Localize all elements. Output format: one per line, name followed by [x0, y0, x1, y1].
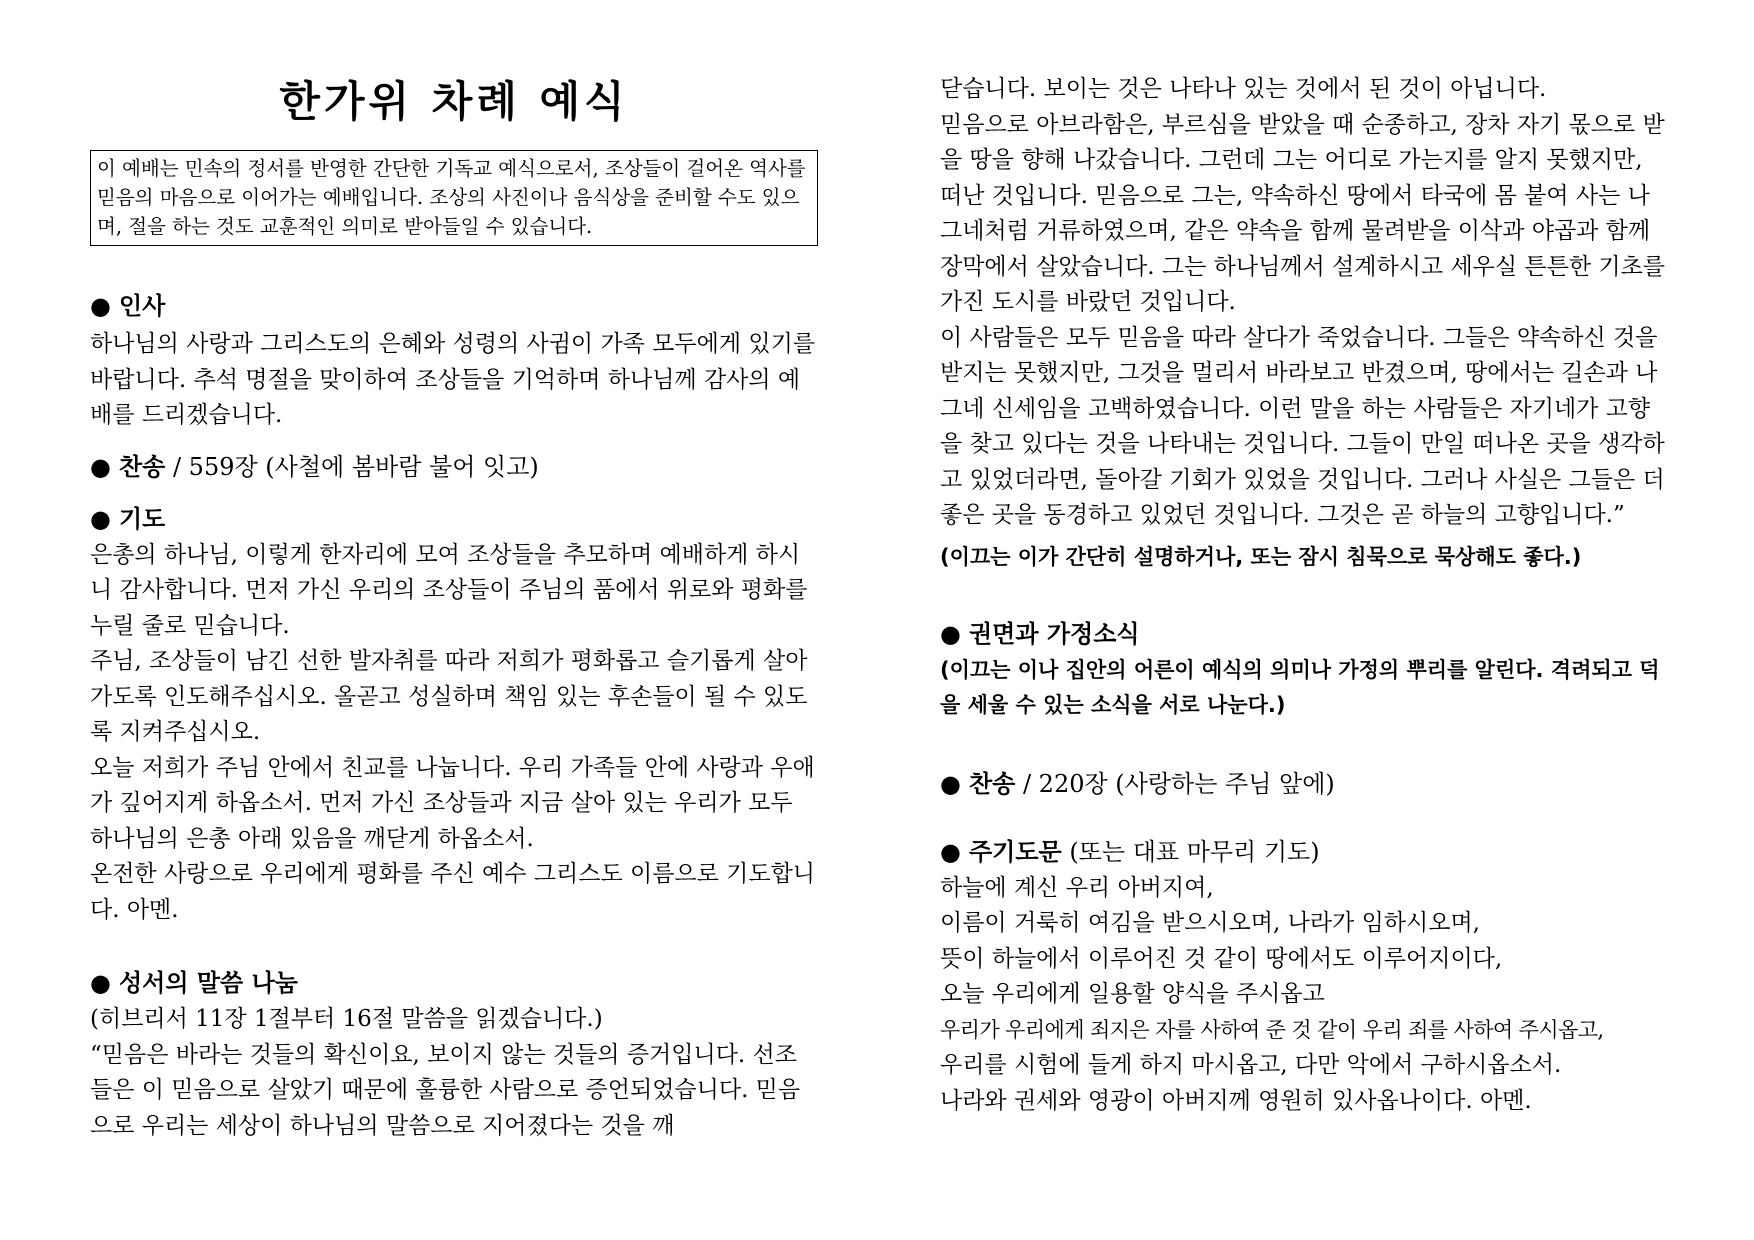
lords-prayer-heading — [940, 835, 1672, 869]
lords-prayer-subtitle: (또는 대표 마무리 기도) — [1061, 837, 1320, 866]
scripture-text-continued: 믿음으로 아브라함은, 부르심을 받았을 때 순종하고, 장차 자기 몫으로 받을 땅을 향해 나갔습니다. 그런데 그는 어디로 가는지를 알지 못했지만, 떠난 것입니다. 믿음으로 그는, 약속하신 땅에서 타국에 몸 붙여 사는 나그네처럼 거류하였으며, 같은 약속을 함께 물려받을 이삭과 야곱과 함께 장막에서 살았습니다. 그는 하나님께서 설계하시고 세우실 튼튼한 기초를 가진 도시를 바랐던 것입니다. — [940, 111, 1666, 315]
lords-prayer-line: 나라와 권세와 영광이 아버지께 영원히 있사옵나이다. 아멘. — [940, 1087, 1532, 1114]
scripture-note: (이끄는 이가 간단히 설명하거나, 또는 잠시 침묵으로 묵상해도 좋다.) — [940, 544, 1582, 569]
lords-prayer-line: 이름이 거룩히 여김을 받으시오며, 나라가 임하시오며, — [940, 910, 1480, 936]
lords-prayer-line: 오늘 우리에게 일용할 양식을 주시옵고 — [940, 981, 1325, 1007]
lords-prayer-line: 우리가 우리에게 죄지은 자를 사하여 준 것 같이 우리 죄를 사하여 주시옵고, — [940, 1017, 1604, 1042]
right-column — [940, 0, 1672, 1119]
hymn2-title: 찬송 — [968, 769, 1016, 798]
bullet-icon: ● — [90, 292, 111, 320]
greeting-heading — [90, 289, 818, 323]
exhortation-title: 권면과 가정소식 — [968, 619, 1140, 648]
bullet-icon: ● — [90, 504, 111, 533]
scripture-text-continued: 닫습니다. 보이는 것은 나타나 있는 것에서 된 것이 아닙니다. — [940, 76, 1547, 102]
exhortation-note: (이끄는 이나 집안의 어른이 예식의 의미나 가정의 뿌리를 알린다. 격려되고 덕을 세울 수 있는 소식을 서로 나눈다.) — [940, 657, 1660, 717]
hymn1-detail: / 559장 (사철에 봄바람 불어 잇고) — [165, 452, 539, 481]
scripture-text-continued: 이 사람들은 모두 믿음을 따라 살다가 죽었습니다. 그들은 약속하신 것을 받지는 못했지만, 그것을 멀리서 바라보고 반겼으며, 땅에서는 길손과 나그네 신세임을 고백하였습니다. 이런 말을 하는 사람들은 자기네가 고향을 찾고 있다는 것을 나타내는 것입니다. 그들이 만일 떠나온 곳을 생각하고 있었더라면, 돌아갈 기회가 있었을 것입니다. 그러나 사실은 그들은 더 좋은 곳을 동경하고 있었던 것입니다. 그것은 곧 하늘의 고향입니다.” — [940, 324, 1665, 528]
greeting-title: 인사 — [118, 292, 166, 320]
prayer-paragraph: 온전한 사랑으로 우리에게 평화를 주신 예수 그리스도 이름으로 기도합니다. 아멘. — [90, 861, 816, 923]
prayer-heading — [90, 502, 818, 536]
bullet-icon: ● — [940, 837, 961, 866]
scripture-text: “믿음은 바라는 것들의 확신이요, 보이지 않는 것들의 증거입니다. 선조들은 이 믿음으로 살았기 때문에 훌륭한 사람으로 증언되었습니다. 믿음으로 우리는 세상이 하나님의 말씀으로 지어졌다는 것을 깨 — [90, 1041, 801, 1139]
greeting-text: 하나님의 사랑과 그리스도의 은혜와 성령의 사귐이 가족 모두에게 있기를 바랍니다. 추석 명절을 맞이하여 조상들을 기억하며 하나님께 감사의 예배를 드리겠습니다. — [90, 331, 816, 428]
exhortation-heading — [940, 617, 1672, 651]
prayer-paragraph: 오늘 저희가 주님 안에서 친교를 나눕니다. 우리 가족들 안에 사랑과 우애가 깊어지게 하옵소서. 먼저 가신 조상들과 지금 살아 있는 우리가 모두 하나님의 은총 아래 있음을 깨닫게 하옵소서. — [90, 754, 815, 852]
lords-prayer-title: 주기도문 — [968, 837, 1062, 866]
hymn2-heading — [940, 767, 1672, 801]
bullet-icon: ● — [940, 769, 961, 798]
prayer-title: 기도 — [118, 504, 166, 533]
left-column — [90, 0, 818, 1144]
hymn1-title: 찬송 — [118, 452, 166, 481]
intro-box: 이 예배는 민속의 정서를 반영한 간단한 기독교 예식으로서, 조상들이 걸어온 역사를 믿음의 마음으로 이어가는 예배입니다. 조상의 사진이나 음식상을 준비할 수도 있으며, 절을 하는 것도 교훈적인 의미로 받아들일 수 있습니다. — [90, 150, 818, 246]
scripture-heading — [90, 966, 818, 1000]
page-title: 한가위 차례 예식 — [279, 77, 629, 126]
scripture-title: 성서의 말씀 나눔 — [118, 969, 298, 997]
lords-prayer-line: 우리를 시험에 들게 하지 마시옵고, 다만 악에서 구하시옵소서. — [940, 1052, 1562, 1078]
lords-prayer-line: 뜻이 하늘에서 이루어진 것 같이 땅에서도 이루어지이다, — [940, 945, 1503, 972]
hymn2-detail: / 220장 (사랑하는 주님 앞에) — [1015, 769, 1335, 798]
bullet-icon: ● — [90, 969, 111, 997]
hymn1-heading — [90, 450, 818, 484]
prayer-paragraph: 주님, 조상들이 남긴 선한 발자취를 따라 저희가 평화롭고 슬기롭게 살아가도록 인도해주십시오. 올곧고 성실하며 책임 있는 후손들이 될 수 있도록 지켜주십시오. — [90, 648, 808, 745]
prayer-paragraph: 은총의 하나님, 이렇게 한자리에 모여 조상들을 추모하며 예배하게 하시니 감사합니다. 먼저 가신 우리의 조상들이 주님의 품에서 위로와 평화를 누릴 줄로 믿습니다. — [90, 541, 808, 639]
bullet-icon: ● — [940, 619, 961, 648]
bullet-icon: ● — [90, 452, 111, 481]
lords-prayer-line: 하늘에 계신 우리 아버지여, — [940, 874, 1214, 901]
scripture-reference: (히브리서 11장 1절부터 16절 말씀을 읽겠습니다.) — [90, 1006, 603, 1032]
